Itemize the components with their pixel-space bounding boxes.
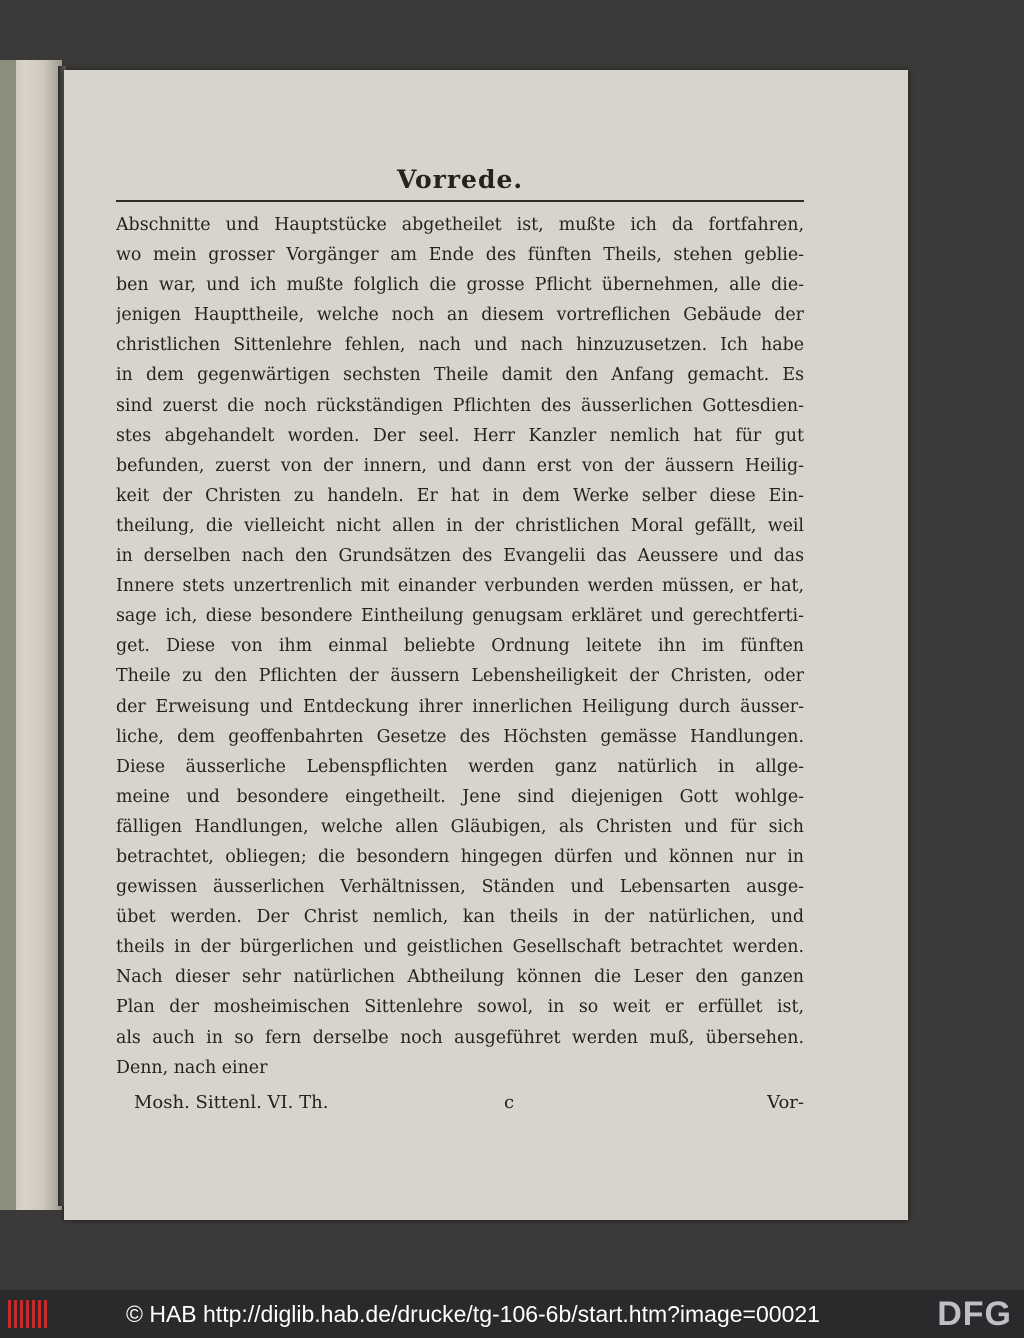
left-page-edge <box>0 60 62 1210</box>
copyright-credit[interactable]: © HAB http://diglib.hab.de/drucke/tg-106-6b/start.htm?image=00021 <box>126 1301 820 1327</box>
text-line: Plan der mosheimischen Sittenlehre sowol, in so weit er erfüllet ist, <box>116 997 804 1018</box>
text-line: liche, dem geoffenbahrten Gesetze des Höchsten gemässe Handlungen. <box>116 726 804 747</box>
text-line: gewissen äusserlichen Verhältnissen, Ständen und Lebensarten ausge- <box>116 877 804 898</box>
text-line: in derselben nach den Grundsätzen des Evangelii das Aeussere und das <box>116 546 804 567</box>
text-line: Denn, nach einer <box>116 1057 268 1078</box>
text-line: ben war, und ich mußte folglich die grosse Pflicht übernehmen, alle die- <box>116 275 804 296</box>
text-line: jenigen Haupttheile, welche noch an diesem vortreflichen Gebäude der <box>116 305 804 326</box>
text-line: wo mein grosser Vorgänger am Ende des fünften Theils, stehen geblie- <box>116 245 804 266</box>
text-line: get. Diese von ihm einmal beliebte Ordnung leitete ihn im fünften <box>116 636 804 657</box>
text-line: übet werden. Der Christ nemlich, kan theils in der natürlichen, und <box>116 907 804 928</box>
text-line: als auch in so fern derselbe noch ausgeführet werden muß, übersehen. <box>116 1027 804 1048</box>
text-line: Theile zu den Pflichten der äussern Lebensheiligkeit der Christen, oder <box>116 666 804 687</box>
text-line: stes abgehandelt worden. Der seel. Herr Kanzler nemlich hat für gut <box>116 425 804 446</box>
text-line: sage ich, diese besondere Eintheilung genugsam erkläret und gerechtferti- <box>116 606 804 627</box>
text-line: fälligen Handlungen, welche allen Gläubigen, als Christen und für sich <box>116 816 804 837</box>
text-line: befunden, zuerst von der innern, und dann erst von der äussern Heilig- <box>116 455 804 476</box>
text-line: theilung, die vielleicht nicht allen in der christlichen Moral gefällt, weil <box>116 515 804 536</box>
signature-mark: c <box>504 1091 515 1113</box>
text-line: in dem gegenwärtigen sechsten Theile damit den Anfang gemacht. Es <box>116 365 804 386</box>
text-line: keit der Christen zu handeln. Er hat in dem Werke selber diese Ein- <box>116 485 804 506</box>
dfg-logo: DFG <box>937 1295 1012 1333</box>
viewer-footer-bar <box>0 1290 1024 1338</box>
text-line: Nach dieser sehr natürlichen Abtheilung können die Leser den ganzen <box>116 967 804 988</box>
catchword: Vor- <box>767 1091 804 1113</box>
text-line: betrachtet, obliegen; die besondern hingegen dürfen und können nur in <box>116 846 804 867</box>
signature-title: Mosh. Sittenl. VI. Th. <box>134 1091 329 1113</box>
barcode-icon <box>8 1300 48 1328</box>
head-rule <box>116 200 804 202</box>
body-text <box>116 210 804 1083</box>
page-content <box>116 160 804 1119</box>
text-line: sind zuerst die noch rückständigen Pflichten des äusserlichen Gottesdien- <box>116 395 804 416</box>
text-line: Diese äusserliche Lebenspflichten werden ganz natürlich in allge- <box>116 756 804 777</box>
text-line: der Erweisung und Entdeckung ihrer innerlichen Heiligung durch äusser- <box>116 696 804 717</box>
text-line: theils in der bürgerlichen und geistlichen Gesellschaft betrachtet werden. <box>116 937 804 958</box>
running-head: Vorrede. <box>396 165 524 194</box>
text-line: Abschnitte und Hauptstücke abgetheilet ist, mußte ich da fortfahren, <box>116 215 804 235</box>
text-line: christlichen Sittenlehre fehlen, nach und nach hinzuzusetzen. Ich habe <box>116 335 804 356</box>
page-footer <box>116 1087 804 1119</box>
text-line: Innere stets unzertrenlich mit einander verbunden werden müssen, er hat, <box>116 576 804 597</box>
right-page <box>64 70 908 1220</box>
text-line: meine und besondere eingetheilt. Jene sind diejenigen Gott wohlge- <box>116 786 804 807</box>
